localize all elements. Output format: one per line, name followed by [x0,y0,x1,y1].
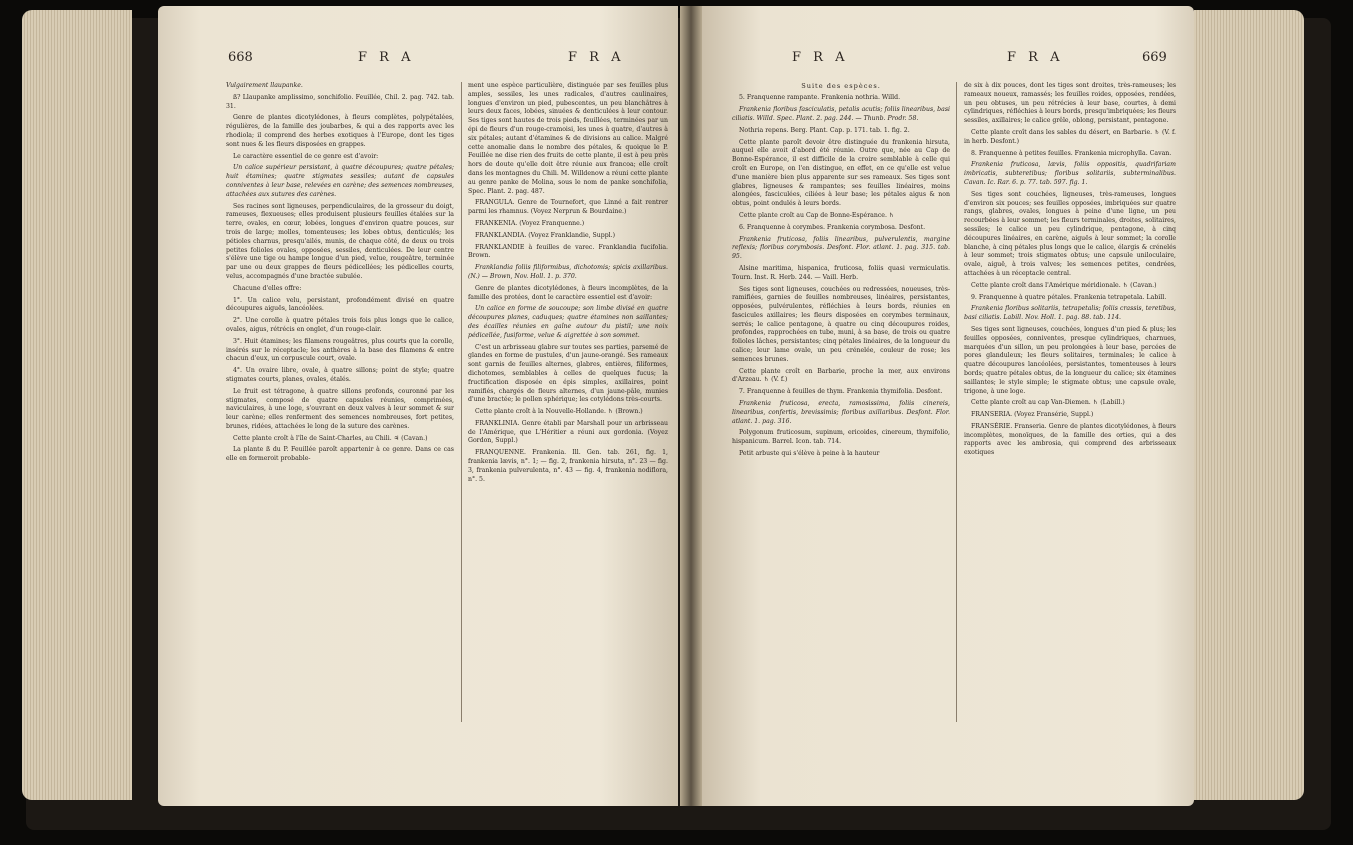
left-column-2 [468,82,668,487]
paragraph: Chacune d'elles offre: [233,284,302,292]
paragraph: 2°. Une corolle à quatre pétales trois fois plus longs que le calice, ovales, aigus, rétrécis en onglet, d'un rouge-clair. [226,317,454,333]
paragraph: 9. Franquenne à quatre pétales. Frankenia tetrapetala. Labill. [971,293,1167,301]
section-heading: Suite des espèces. [801,82,881,90]
paragraph: Franklandia foliis filiformibus, dichotomis; spicis axillaribus. (N.) — Brown, Nov. Holl. 1. p. 370. [468,264,668,280]
paragraph: Un calice supérieur persistant, à quatre découpures; quatre pétales; huit étamines; quatre stigmates sessiles; autant de capsules conniventes à leur base, relevées en carène; des semences nombreuses, attachées aux sutures des carènes. [226,164,454,198]
paragraph: 5. Franquenne rampante. Frankenia nothria. Willd. [739,94,901,102]
paragraph: 3°. Huit étamines; les filamens rougeâtres, plus courts que la corolle, insérés sur le réceptacle; les anthères à la base des filamens & entre chacun d'eux, un corpuscule court, ovale. [226,337,454,363]
paragraph: ß? Llaupanke amplissimo, sonchifolio. Feuillée, Chil. 2. pag. 742. tab. 31. [226,93,454,110]
paragraph: Cette plante croît en Barbarie, proche la mer, aux environs d'Arzeau. ♄ (V. f.) [732,367,950,384]
paragraph: FRANKLANDIA. (Voyez Franklandie, Suppl.) [475,231,616,239]
paragraph: de six à dix pouces, dont les tiges sont droites, très-rameuses; les rameaux noueux, ramassés; les feuilles roides, opposées, rendées, un peu obtuses, un peu rétrécies à leur base, courtes, à demi cylindriques, réfléchies à leurs bords, presqu'imbriquées; les fleurs sessiles, axillaires; le calice grêle, oblong, persistant, pentagone. [964,82,1176,125]
paragraph: 6. Franquenne à corymbes. Frankenia corymbosa. Desfont. [739,223,926,231]
paragraph: Le fruit est tétragone, à quatre sillons profonds, couronné par les stigmates, composé de quatre capsules réunies, comprimées, naviculaires, à une loge, s'ouvrant en deux valves à leur sommet & sur leur carène; elles renferment des semences nombreuses, fort petites, brunes, ridées, attachées le long de la suture des carènes. [226,387,454,430]
paragraph: 1°. Un calice velu, persistant, profondément divisé en quatre découpures aiguës, lancéolées. [226,296,454,313]
paragraph: Genre de plantes dicotylédones, à fleurs complètes, polypétalées, régulières, de la famille des joubarbes, & qui a des rapports avec les rhodiola; il comprend des herbes exotiques à l'Europe, dont les tiges sont nues & les fleurs disposées en grappes. [226,114,454,148]
right-column-rule [956,82,957,722]
book-gutter [680,6,702,806]
paragraph: Cette plante croît à l'île de Saint-Charles, au Chili. ♃ (Cavan.) [233,434,428,442]
left-page-stack [22,10,132,800]
paragraph: Frankenia floribus fasciculatis, petalis acutis; foliis linearibus, basi ciliatis. Willd. Spec. Plant. 2. pag. 244. — Thunb. Prodr. 58. [732,106,950,122]
paragraph: Polygonum fruticosum, supinum, ericoides, cinereum, thymifolio, hispanicum. Barrel. Icon. tab. 714. [732,429,950,446]
left-page-number: 668 [228,50,253,65]
right-column-2 [964,82,1176,461]
right-column-1 [732,82,950,462]
paragraph: Cette plante croît dans les sables du désert, en Barbarie. ♄ (V. f. in herb. Desfont.) [964,128,1176,145]
left-page [158,6,678,806]
right-running-head-left: F R A [792,50,849,65]
paragraph: La plante ß du P. Feuillée paroît appartenir à ce genre. Dans ce cas elle en formeroit probable- [226,446,454,463]
paragraph: Cette plante croît au Cap de Bonne-Espérance. ♄ [739,211,895,219]
paragraph: FRANSÉRIE. Franseria. Genre de plantes dicotylédones, à fleurs incomplètes, monoïques, de la famille des orties, qui a des rapports avec les ambrosia, qui comprend des arbrisseaux exotiques [964,422,1176,457]
paragraph: Alsine maritima, hispanica, fruticosa, foliis quasi vermiculatis. Tourn. Inst. R. Herb. 244. — Vaill. Herb. [732,264,950,281]
paragraph: Ses tiges sont ligneuses, couchées ou redressées, noueuses, très-ramifiées, garnies de feuilles nombreuses, linéaires, persistantes, opposées, pulvérulentes, réfléchies à leurs bords, réunies en fascicules axillaires; les fleurs disposées en corymbes terminaux, serrés; le calice pentagone, à quatre ou cinq découpures roides, profondes, rapprochées en tube, muni, à sa base, de trois ou quatre folioles lâches, persistantes; cinq pétales linéaires, de la longueur du calice; leur lame ovale, un peu crénelée, couleur de rose; les semences brunes. [732,285,950,363]
paragraph: 7. Franquenne à feuilles de thym. Frankenia thymifolia. Desfont. [739,388,943,396]
paragraph: Frankenia fruticosa, lævis, foliis oppositis, quadrifariam imbricatis, subteretibus; floribus solitariis, subterminalibus. Cavan. Ic. Rar. 6. p. 77. tab. 597. fig. 1. [964,161,1176,186]
left-running-head-right: F R A [568,50,625,65]
paragraph: Nothria repens. Berg. Plant. Cap. p. 171. tab. 1. fig. 2. [739,126,910,134]
paragraph: Ses racines sont ligneuses, perpendiculaires, de la grosseur du doigt, rameuses, flexueuses; elles produisent plusieurs feuilles étalées sur la terre, ovales, en cœur, lobées, longues d'environ quatre pouces, sur trois de large; molles, tomenteuses; les lobes obtus, denticulés; les pétioles charnus, presqu'ailés, munis, de chaque côté, de deux ou trois petites folioles ovales, opposées, sessiles, denticulées. De leur centre s'élève une tige ou hampe longue d'un pied, velue, rougeâtre, terminée par une ou deux grappes de fleurs pédicellées; les pédicelles courts, velus, accompagnés d'une bractée subulée. [226,202,454,280]
paragraph: ment une espèce particulière, distinguée par ses feuilles plus amples, sessiles, les unes radicales, d'autres caulinaires, longues d'environ un pied, pubescentes, un peu blanchâtres à leurs deux faces, lobées, sinuées & denticulées à leur contour. Ses tiges sont hautes de trois pieds, feuillées, terminées par un épi de fleurs d'un rouge-cramoisi, les unes à quatre, d'autres à six pétales; autant d'étamines & de divisions au calice. Malgré cette anomalie dans le nombre des pétales, & quoique le P. Feuillée ne dise rien des fruits de cette plante, il est à peu près hors de doute qu'elle doit être réunie aux francoa; elle croît dans les montagnes du Chili. M. Willdenow a réuni cette plante au genre panke de Molina, sous le nom de panke sonchifolia, Spec. Plant. 2. pag. 487. [468,82,668,195]
right-page [702,6,1194,806]
right-running-head: F R A [1007,50,1064,65]
paragraph: C'est un arbrisseau glabre sur toutes ses parties, parsemé de glandes en forme de pustules, d'un jaune-orangé. Ses rameaux sont garnis de feuilles alternes, glabres, entières, filiformes, dichotomes, semblables à celles de quelques fucus; la fructification disposée en épis simples, axillaires, point ramifiés, chargés de fleurs alternes, d'un jaune-pâle, munies d'une bractée; le pollen sphérique; les cotylédons très-courts. [468,343,668,404]
paragraph: Cette plante croît dans l'Amérique méridionale. ♄ (Cavan.) [971,281,1157,289]
paragraph: 8. Franquenne à petites feuilles. Frankenia microphylla. Cavan. [971,149,1172,157]
paragraph: 4°. Un ovaire libre, ovale, à quatre sillons; point de style; quatre stigmates courts, planes, ovales, étalés. [226,367,454,383]
paragraph: FRANKLANDIE à feuilles de varec. Franklandia fucifolia. Brown. [468,243,668,260]
left-column-rule [461,82,462,722]
paragraph: FRANKLINIA. Genre établi par Marshall pour un arbrisseau de l'Amérique, que L'Héritier a réuni aux gordonia. (Voyez Gordon, Suppl.) [468,419,668,445]
paragraph: Ses tiges sont couchées, ligneuses, très-rameuses, longues d'environ six pouces; ses feuilles opposées, imbriquées sur quatre rangs, glabres, ovales, longues à peine d'une ligne, un peu recourbées à leur sommet; les fleurs terminales, droites, solitaires, sessiles; le calice un peu cylindrique, pentagone, à cinq découpures linéaires, en carène, aiguës à leur sommet; la corolle blanche, à cinq pétales plus longs que le calice, élargis & crénelés à leur sommet; trois stigmates obtus; une capsule uniloculaire, ovale, aiguë, à trois valves; les semences petites, cendrées, attachées à un réceptacle central. [964,190,1176,277]
paragraph: Frankenia floribus solitariis, tetrapetalis; foliis crassis, teretibus, basi ciliatis. Labill. Nov. Holl. 1. pag. 88. tab. 114. [964,305,1176,322]
left-column-1 [226,82,454,467]
paragraph: Le caractère essentiel de ce genre est d'avoir: [233,152,379,160]
paragraph: Cette plante croît à la Nouvelle-Hollande. ♄ (Brown.) [475,408,643,416]
paragraph: Cette plante paroît devoir être distinguée du frankenia hirsuta, auquel elle avoit d'abord été réunie. Outre que, née au Cap de Bonne-Espérance, il est difficile de la croire semblable à celle qui croît en Europe, on l'en distingue, en effet, en ce qu'elle est velue d'une manière bien plus apparente sur ses rameaux. Ses tiges sont glabres, ligneuses & rampantes; ses feuilles linéaires, moins alongées, fasciculées, ciliées à leur base; les pétales aigus & non obtus, point ondulés à leurs bords. [732,138,950,208]
paragraph: Ses tiges sont ligneuses, couchées, longues d'un pied & plus; les feuilles opposées, conniventes, presque cylindriques, charnues, marquées d'un sillon, un peu prolongées à leur base, percées de pores glanduleux; les fleurs solitaires, terminales; le calice à quatre découpures lancéolées, persistantes, tomenteuses à leurs bords; quatre pétales obtus, de la longueur du calice; six étamines saillantes; le style simple; le stigmate obtus; une capsule ovale, trigone, à une loge. [964,325,1176,395]
right-page-number: 669 [1142,50,1167,65]
paragraph: FRANKENIA. (Voyez Franquenne.) [475,219,585,227]
left-running-head: F R A [358,50,415,65]
paragraph: Un calice en forme de soucoupe; son limbe divisé en quatre découpures planes, caduques; quatre étamines non saillantes; des écailles réunies en gaîne autour du pistil; une noix pédicellée, fusiforme, velue & aigrettée à son sommet. [468,305,668,339]
right-page-stack [1194,10,1304,800]
paragraph: Frankenia fruticosa, erecta, ramosissima, foliis cinereis, linearibus, confertis, brevissimis; floribus axillaribus. Desfont. Flor. atlant. 1. pag. 316. [732,400,950,425]
paragraph: FRANSERIA. (Voyez Fransérie, Suppl.) [971,411,1094,419]
paragraph: Genre de plantes dicotylédones, à fleurs incomplètes, de la famille des protées, dont le caractère essentiel est d'avoir: [468,284,668,301]
paragraph: Frankenia fruticosa, foliis linearibus, pulverulentis, margine reflexis; floribus corymbosis. Desfont. Flor. atlant. 1. pag. 315. tab. 95. [732,235,950,261]
paragraph: Cette plante croît au cap Van-Diemen. ♄ (Labill.) [971,399,1125,407]
paragraph: FRANQUENNE. Frankenia. Ill. Gen. tab. 261, fig. 1, frankenia lævis, n°. 1; — fig. 2, frankenia hirsuta, n°. 23 — fig. 3, frankenia pulverulenta, n°. 43 — fig. 4, frankenia nodiflora, n°. 5. [468,449,668,483]
paragraph: Petit arbuste qui s'élève à peine à la hauteur [739,450,880,458]
paragraph: Vulgairement llaupanke. [226,82,303,89]
paragraph: FRANGULA. Genre de Tournefort, que Linné a fait rentrer parmi les rhamnus. (Voyez Nerprun & Bourdaine.) [468,199,668,216]
